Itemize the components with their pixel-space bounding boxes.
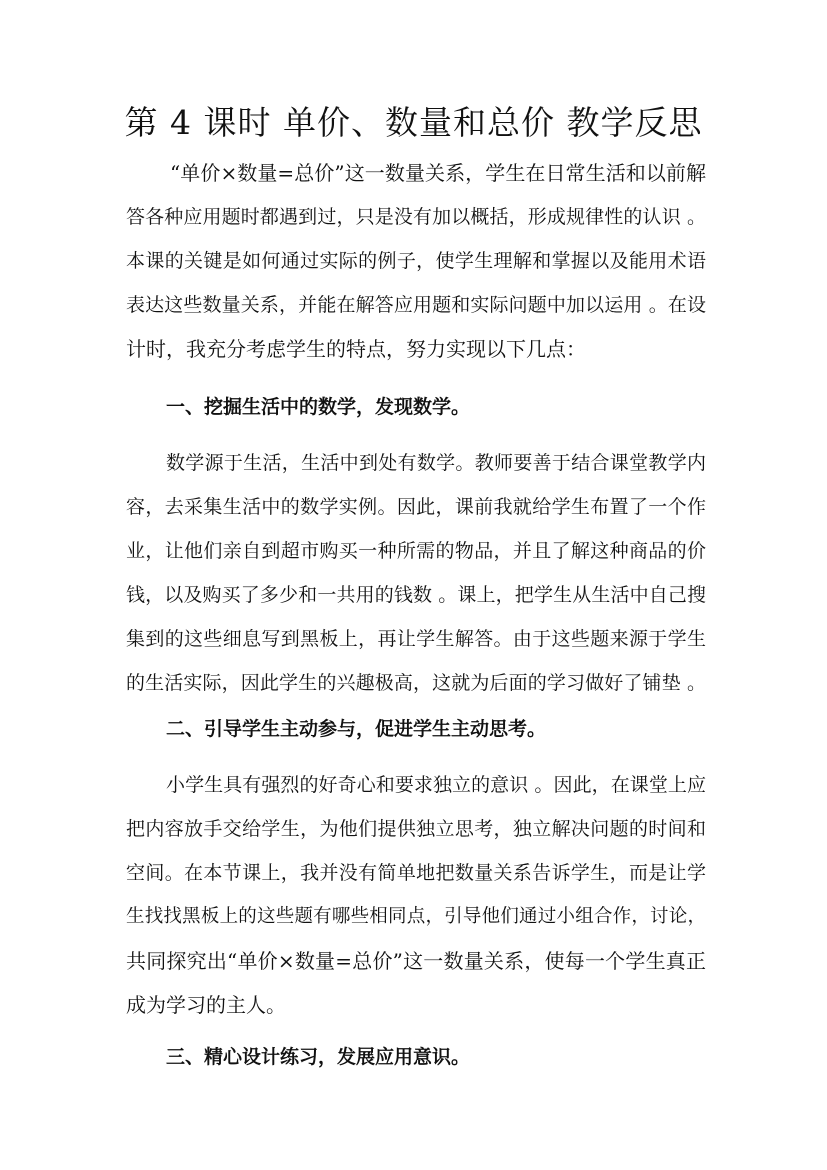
paragraph-1-line-3: 本课的关键是如何通过实际的例子，使学生理解和掌握以及能用术语 — [126, 250, 706, 272]
paragraph-1-line-2: 答各种应用题时都遇到过，只是没有加以概括，形成规律性的认识 。 — [126, 206, 706, 228]
paragraph-3-line-6: 成为学习的主人。 — [126, 993, 286, 1017]
paragraph-2-line-2: 容，去采集生活中的数学实例。因此，课前我就给学生布置了一个作 — [126, 496, 706, 518]
document-title: 第 4 课时 单价、数量和总价 教学反思 — [124, 103, 703, 142]
paragraph-1-line-5: 计时，我充分考虑学生的特点，努力实现以下几点： — [126, 337, 586, 361]
section-heading-1: 一、挖掘生活中的数学，发现数学。 — [166, 396, 471, 418]
section-heading-2: 二、引导学生主动参与，促进学生主动思考。 — [166, 718, 547, 740]
section-heading-3: 三、精心设计练习，发展应用意识。 — [166, 1046, 471, 1068]
paragraph-3-line-2: 把内容放手交给学生，为他们提供独立思考，独立解决问题的时间和 — [126, 818, 706, 840]
paragraph-2-line-6: 的生活实际，因此学生的兴趣极高，这就为后面的学习做好了铺垫 。 — [126, 672, 706, 694]
paragraph-3-line-5: 共同探究出“单价×数量=总价”这一数量关系，使每一个学生真正 — [126, 949, 706, 973]
paragraph-2-line-4: 钱，以及购买了多少和一共用的钱数 。课上，把学生从生活中自己搜 — [126, 584, 706, 606]
paragraph-2-line-5: 集到的这些细息写到黑板上，再让学生解答。由于这些题来源于学生 — [126, 628, 706, 650]
paragraph-2-line-1: 数学源于生活，生活中到处有数学。教师要善于结合课堂教学内 — [166, 452, 706, 474]
paragraph-3-line-1: 小学生具有强烈的好奇心和要求独立的意识 。因此，在课堂上应 — [166, 774, 706, 796]
paragraph-3-line-3: 空间。在本节课上，我并没有简单地把数量关系告诉学生，而是让学 — [126, 862, 706, 884]
paragraph-2-line-3: 业，让他们亲自到超市购买一种所需的物品，并且了解这种商品的价 — [126, 540, 706, 562]
paragraph-3-line-4: 生找找黑板上的这些题有哪些相同点，引导他们通过小组合作，讨论， — [126, 906, 706, 927]
paragraph-1-line-4: 表达这些数量关系，并能在解答应用题和实际问题中加以运用 。在设 — [126, 294, 706, 316]
paragraph-1-line-1: “单价×数量=总价”这一数量关系，学生在日常生活和以前解 — [170, 161, 706, 185]
